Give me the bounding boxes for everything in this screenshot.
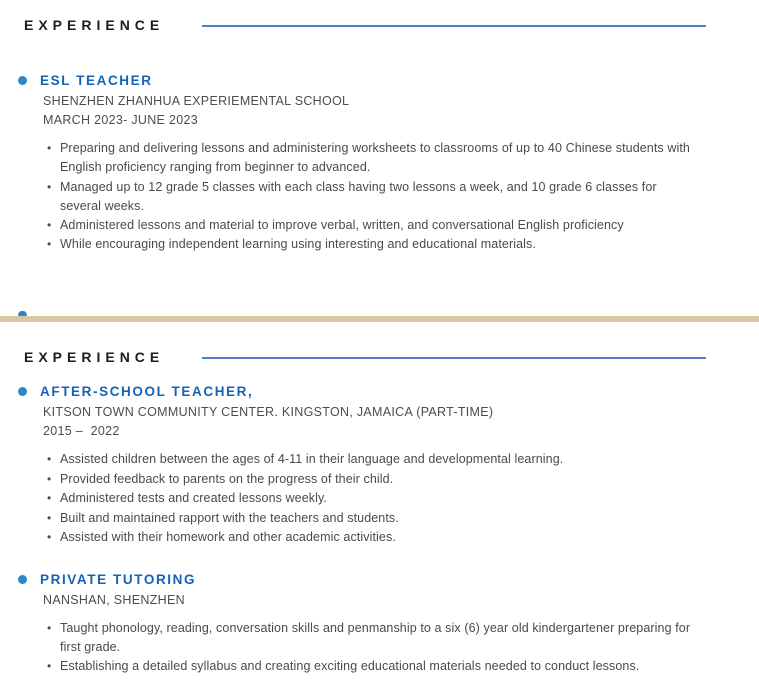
- cut-off-entry-bullet-icon: [18, 311, 27, 316]
- section-title: EXPERIENCE: [24, 349, 165, 365]
- duties-list: [40, 139, 759, 255]
- employer-name: NANSHAN, SHENZHEN: [43, 592, 185, 607]
- duty-item: • Provided feedback to parents on the progress of their child.: [40, 470, 700, 490]
- duty-item: • Administered tests and created lessons weekly.: [40, 489, 700, 509]
- duty-item: • Managed up to 12 grade 5 classes with each class having two lessons a week, and 10 grade 6 classes for several weeks.: [40, 178, 700, 217]
- entry-bullet-icon: [18, 387, 27, 396]
- entry-bullet-icon: [18, 76, 27, 85]
- entry-bullet-icon: [18, 575, 27, 584]
- experience-entry-private-tutoring: [0, 572, 759, 677]
- employment-dates: 2015 – 2022: [43, 424, 120, 438]
- duty-item: • While encouraging independent learning using interesting and educational materials.: [40, 235, 700, 254]
- employer-name: KITSON TOWN COMMUNITY CENTER. KINGSTON, JAMAICA (PART-TIME): [43, 405, 494, 419]
- duty-item: • Assisted children between the ages of 4-11 in their language and developmental learning.: [40, 450, 700, 470]
- duty-item: • Preparing and delivering lessons and administering worksheets to classrooms of up to 40 Chinese students with English proficiency ranging from beginner to advanced.: [40, 139, 700, 178]
- experience-section-header-1: [0, 0, 759, 34]
- section-title: EXPERIENCE: [24, 17, 165, 33]
- section-heading-rule: [202, 357, 706, 359]
- section-heading-rule: [202, 25, 706, 27]
- job-title: PRIVATE TUTORING: [40, 571, 197, 587]
- experience-entry-esl-teacher: [0, 73, 759, 255]
- resume-page-2: [0, 322, 759, 693]
- job-title: ESL TEACHER: [40, 73, 153, 88]
- duty-item: • Assisted with their homework and other academic activities.: [40, 528, 700, 548]
- experience-entry-after-school-teacher: [0, 384, 759, 548]
- duties-list: [40, 619, 759, 677]
- experience-section-header-2: [0, 322, 759, 366]
- duty-item: • Establishing a detailed syllabus and creating exciting educational materials needed to conduct lessons.: [40, 657, 700, 676]
- job-title: AFTER-SCHOOL TEACHER,: [40, 384, 254, 399]
- duty-item: • Administered lessons and material to improve verbal, written, and conversational English proficiency: [40, 216, 700, 235]
- duty-item: • Built and maintained rapport with the teachers and students.: [40, 509, 700, 529]
- page-break-divider: [0, 316, 759, 322]
- employer-name: SHENZHEN ZHANHUA EXPERIEMENTAL SCHOOL: [43, 94, 350, 108]
- duties-list: [40, 450, 759, 548]
- employment-dates: MARCH 2023- JUNE 2023: [43, 113, 198, 127]
- duty-item: • Taught phonology, reading, conversation skills and penmanship to a six (6) year old kindergartener preparing for first grade.: [40, 619, 700, 658]
- resume-page-1: [0, 0, 759, 316]
